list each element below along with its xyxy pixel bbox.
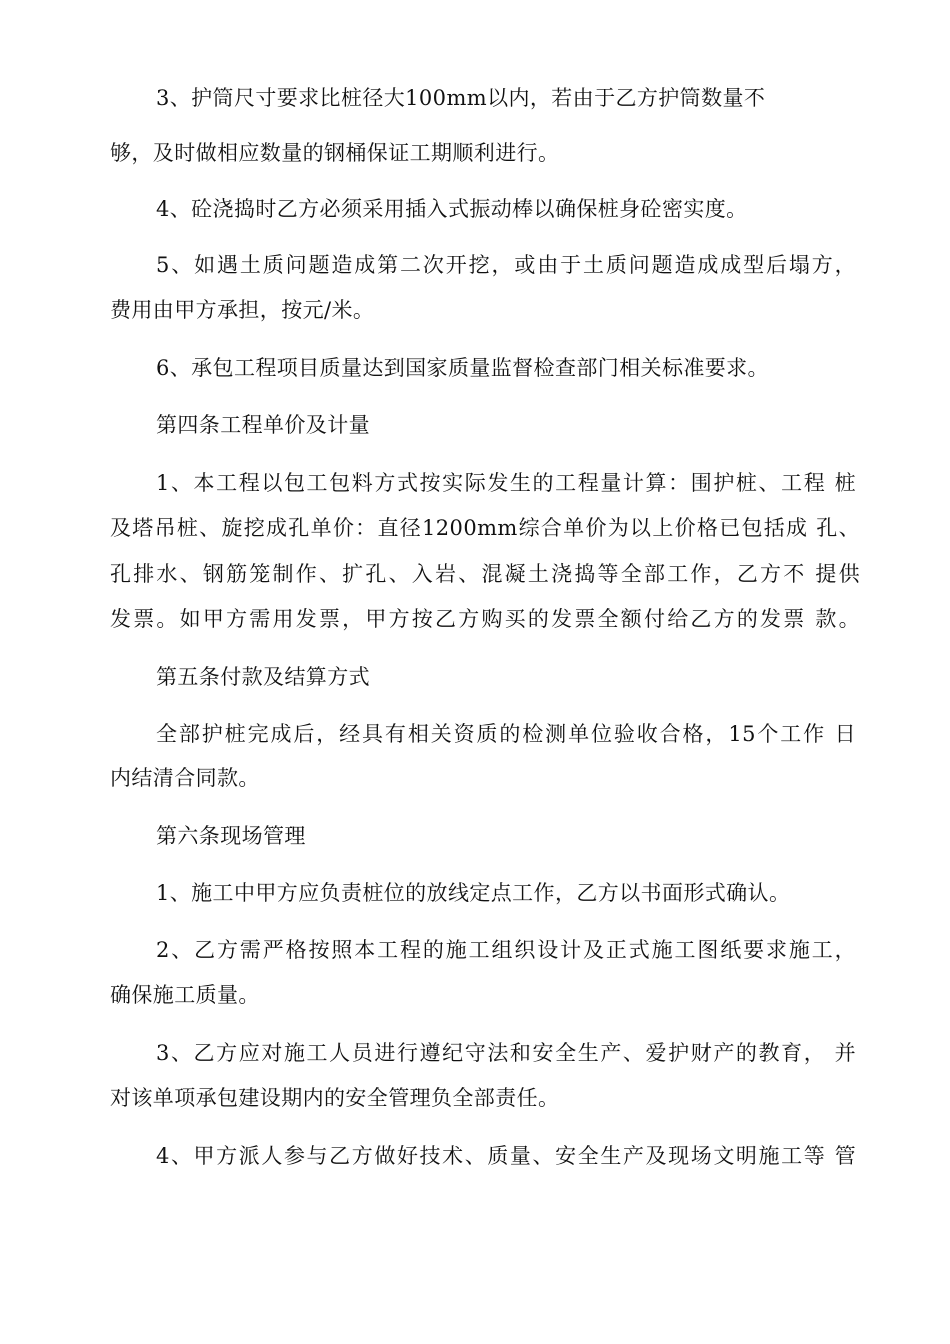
clause-6-line-1: 6、承包工程项目质量达到国家质量监督检查部门相关标准要求。 [156, 356, 769, 380]
article-6-item-1: 1、施工中甲方应负责桩位的放线定点工作，乙方以书面形式确认。 [156, 881, 791, 905]
clause-5-line-2: 费用由甲方承担，按元/米。 [110, 298, 375, 322]
clause-5-line-1: 5、如遇土质问题造成第二次开挖，或由于土质问题造成成型后塌方， [156, 253, 856, 277]
article-6-item-2-line-2: 确保施工质量。 [110, 983, 260, 1007]
article-4-item-1-line-1: 1、本工程以包工包料方式按实际发生的工程量计算：围护桩、工程 桩 [156, 471, 856, 495]
article-4-heading: 第四条工程单价及计量 [156, 413, 370, 437]
article-6-item-3-line-2: 对该单项承包建设期内的安全管理负全部责任。 [110, 1086, 560, 1110]
article-6-item-2-line-1: 2、乙方需严格按照本工程的施工组织设计及正式施工图纸要求施工， [156, 938, 856, 962]
article-5-paragraph-line-1: 全部护桩完成后，经具有相关资质的检测单位验收合格，15个工作 日 [156, 722, 856, 746]
clause-3-line-2: 够，及时做相应数量的钢桶保证工期顺利进行。 [110, 141, 560, 165]
clause-3-line-1: 3、护筒尺寸要求比桩径大100mm以内，若由于乙方护筒数量不 [156, 86, 766, 110]
article-4-item-1-line-2: 及塔吊桩、旋挖成孔单价：直径1200mm综合单价为以上价格已包括成 孔、 [110, 516, 860, 540]
article-4-item-1-line-3: 孔排水、钢筋笼制作、扩孔、入岩、混凝土浇捣等全部工作，乙方不 提供 [110, 562, 860, 586]
article-5-heading: 第五条付款及结算方式 [156, 665, 370, 689]
article-6-heading: 第六条现场管理 [156, 824, 306, 848]
article-6-item-4-line-1: 4、甲方派人参与乙方做好技术、质量、安全生产及现场文明施工等 管 [156, 1144, 856, 1168]
clause-4-line-1: 4、砼浇捣时乙方必须采用插入式振动棒以确保桩身砼密实度。 [156, 197, 748, 221]
article-4-item-1-line-4: 发票。如甲方需用发票，甲方按乙方购买的发票全额付给乙方的发票 款。 [110, 607, 860, 631]
article-5-paragraph-line-2: 内结清合同款。 [110, 766, 260, 790]
article-6-item-3-line-1: 3、乙方应对施工人员进行遵纪守法和安全生产、爱护财产的教育， 并 [156, 1041, 856, 1065]
